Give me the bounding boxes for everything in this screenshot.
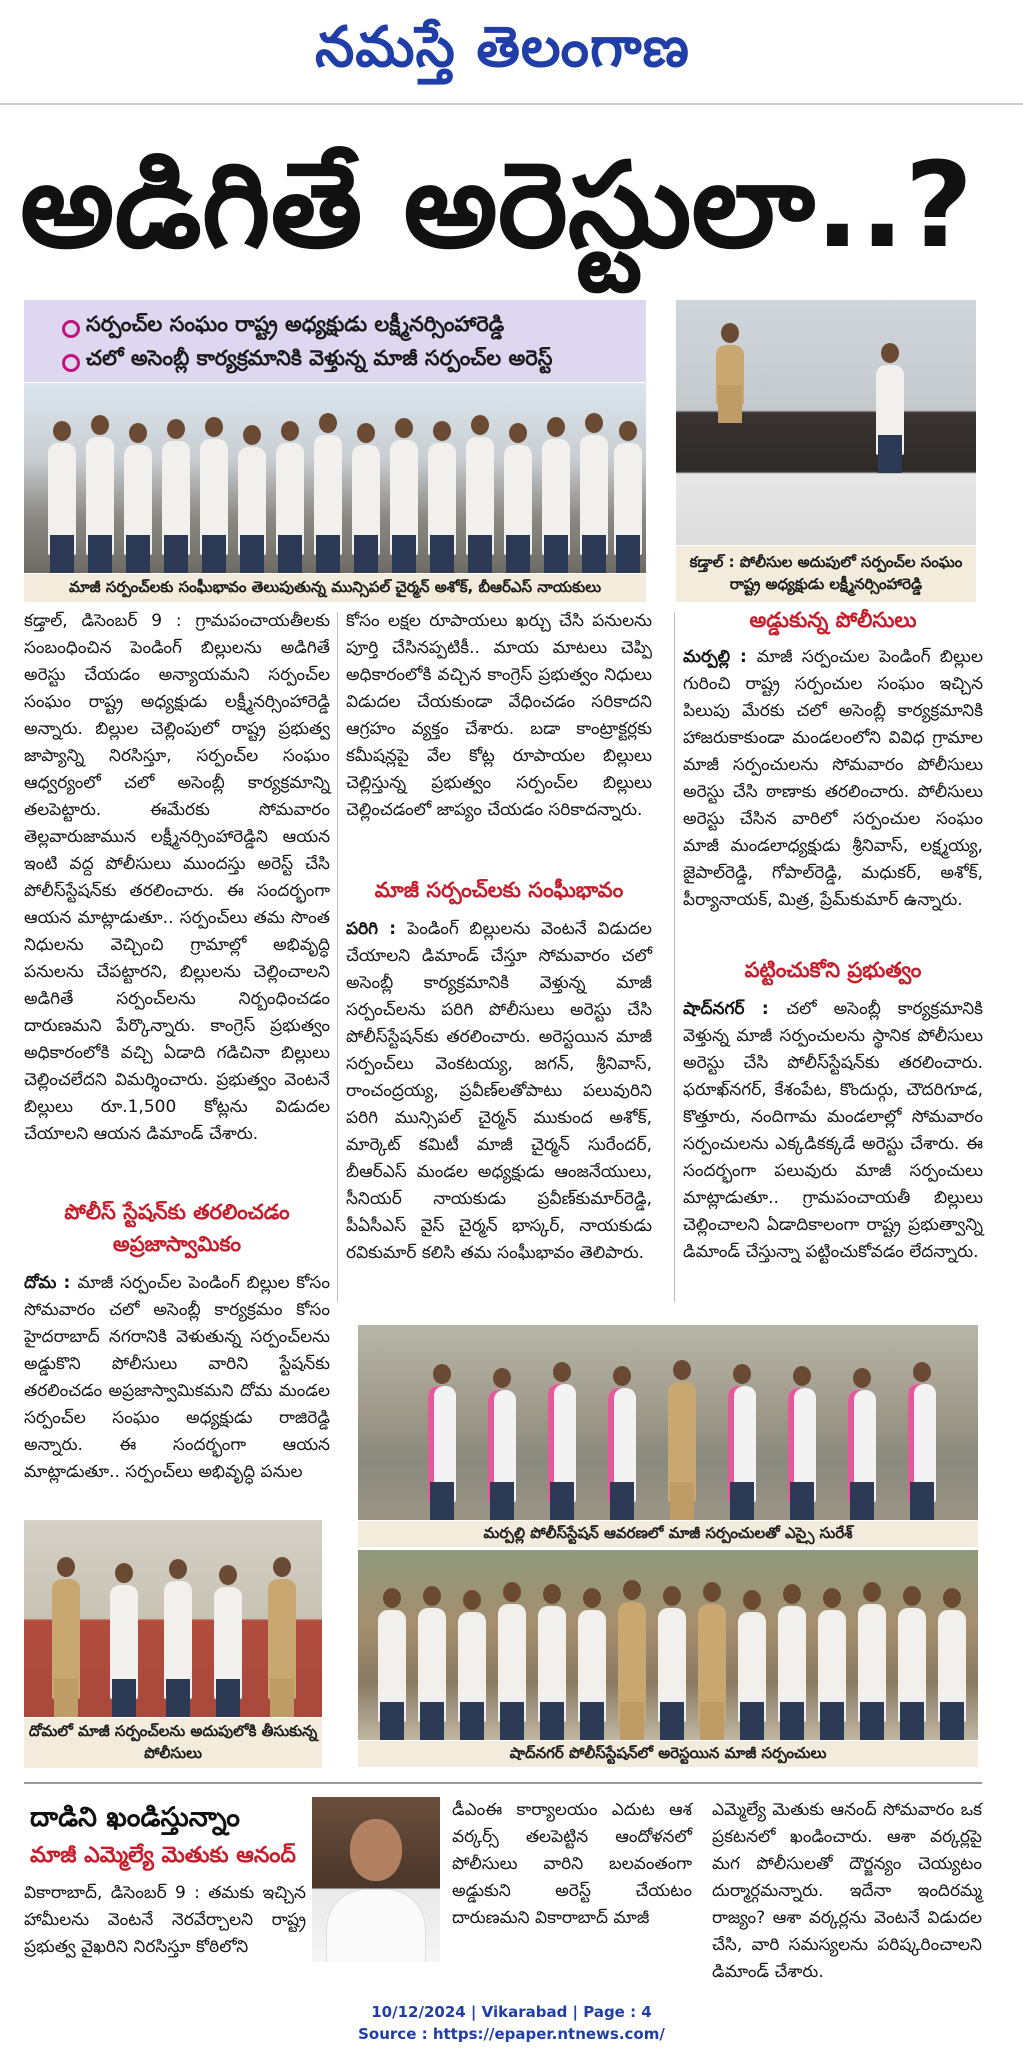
col3-para2-text: చలో అసెంబ్లీ కార్యక్రమానికి వెళ్తున్న మాజీ సర్పంచులను స్థానిక పోలీసులు అరెస్టు చేసి పోలీస్‌స్టేషన్‌కు తరలించారు. ఫరూఖ్‌నగర్, కేశంపేట, కొందుర్గు, చౌదరిగూడ, కొత్తూరు, నందిగామ మండలాల్లో సోమవారం సర్పంచులను ఎక్కడికక్కడే అరెస్టు చేశారు. ఈ సందర్భంగా పలువురు మాజీ సర్పంచులు మాట్లాడుతూ.. గ్రామపంచాయతీ బిల్లులు చెల్లించాలని ఏడాదికాలంగా రాష్ట్ర ప్రభుత్వాన్ని డిమాండ్ చేస్తున్నా పట్టించుకోవడం లేదన్నారు. <box>683 999 983 1262</box>
col1-para2-text: మాజీ సర్పంచ్‌ల పెండింగ్ బిల్లుల కోసం సోమవారం చలో అసెంబ్లీ కార్యక్రమం కోసం హైదరాబాద్ నగరానికి వెళుతున్న సర్పంచ్‌లను అడ్డుకొని పోలీసులు వారిని స్టేషన్‌కు తరలించడం అప్రజాస్వామికమని దోమ మండల సర్పంచ్‌ల సంఘం అధ్యక్షుడు రాజిరెడ్డి అన్నారు. ఈ సందర్భంగా ఆయన మాట్లాడుతూ.. సర్పంచ్‌లు అభివృద్ధి పనుల <box>24 1273 330 1482</box>
footer-source: Source : https://epaper.ntnews.com/ <box>358 2025 665 2043</box>
anand-portrait <box>312 1797 440 1962</box>
police-office-caption: కడ్తాల్ : పోలీసుల అదుపులో సర్పంచ్‌ల సంఘం రాష్ట్ర అధ్యక్షుడు లక్ష్మీనర్సింహారెడ్డి <box>676 546 976 602</box>
masthead <box>0 0 1023 95</box>
bottom-separator <box>24 1782 982 1784</box>
col3-paragraph-1 <box>683 644 983 914</box>
masthead-rule <box>0 103 1023 105</box>
shadnagar-caption: షాద్‌నగర్ పోలీస్‌స్టేషన్‌లో అరెస్టయిన మాజీ సర్పంచులు <box>358 1741 978 1767</box>
col3-dateline-1: మర్పల్లి : <box>683 647 757 667</box>
police-office-photo <box>676 300 976 545</box>
subhead-1: సర్పంచ్‌ల సంఘం రాష్ట్ర అధ్యక్షుడు లక్ష్మీనర్సింహారెడ్డి <box>86 312 504 342</box>
main-group-photo <box>24 383 646 573</box>
col3-para1-text: మాజీ సర్పంచుల పెండింగ్ బిల్లుల గురించి రాష్ట్ర సర్పంచుల సంఘం ఇచ్చిన పిలుపు మేరకు చలో అసెంబ్లీ కార్యక్రమానికి హాజరుకాకుండా మండలంలోని వివిధ గ్రామాల మాజీ సర్పంచులను సోమవారం పోలీసులు అరెస్టు చేసి ఠాణాకు తరలించారు. పోలీసులు అరెస్టు చేసిన వారిలో సర్పంచుల సంఘం మాజీ మండలాధ్యక్షుడు శ్రీనివాస్, లక్ష్మయ్య, జైపాల్‌రెడ్డి, గోపాల్‌రెడ్డి, మధుకర్, అశోక్, పీర్యానాయక్, మిత్ర, ప్రేమ్‌కుమార్ ఉన్నారు. <box>683 647 983 910</box>
col1-section-head-a: పోలీస్ స్టేషన్‌కు తరలించడం <box>64 1200 290 1224</box>
bottom-col-3: ఎమ్మెల్యే మెతుకు ఆనంద్ సోమవారం ఒక ప్రకటనలో ఖండించారు. ఆశా వర్కర్లపై మగ పోలీసులతో దౌర్జన్యం చెయ్యటం దుర్మార్గమన్నారు. ఇదేనా ఇందిరమ్మ రాజ్యం? ఆశా వర్కర్లను వెంటనే విడుదల చేసి, వారి సమస్యలను పరిష్కరించాలని డిమాండ్ చేశారు. <box>712 1800 982 1982</box>
newspaper-logo: నమస్తే తెలంగాణ <box>315 14 690 80</box>
col1-section-head-b: అప్రజాస్వామికం <box>112 1232 242 1256</box>
col2-paragraph-2 <box>346 916 652 1267</box>
col3-section-head-1: అడ్డుకున్న పోలీసులు <box>749 608 917 632</box>
col2-dateline: పరిగి : <box>346 919 408 939</box>
column-divider-1 <box>337 612 338 1302</box>
marpalli-caption: మర్పల్లి పోలీస్‌స్టేషన్ ఆవరణలో మాజీ సర్పంచులతో ఎస్సై సురేశ్ <box>358 1521 978 1547</box>
col3-paragraph-2 <box>683 996 983 1266</box>
footer-dateline: 10/12/2024 | Vikarabad | Page : 4 <box>371 2003 652 2021</box>
col2-para2-text: పెండింగ్ బిల్లులను వెంటనే విడుదల చేయాలని డిమాండ్ చేస్తూ సోమవారం చలో అసెంబ్లీ కార్యక్రమానికి వెళ్తున్న మాజీ సర్పంచ్‌లను పరిగి పోలీసులు అరెస్టు చేసి పోలీస్‌స్టేషన్‌కు తరలించారు. అరెస్టయిన మాజీ సర్పంచ్‌లు వెంకటయ్య, జగన్, శ్రీనివాస్, రాంచంద్రయ్య, ప్రవీణ్‌లతోపాటు పలువురిని పరిగి మున్సిపల్ చైర్మన్ ముకుంద అశోక్, మార్కెట్ కమిటీ మాజీ చైర్మన్ సురేందర్, బీఆర్‌ఎస్ మండల అధ్యక్షుడు ఆంజనేయులు, సీనియర్ నాయకుడు ప్రవీణ్‌కుమార్‌రెడ్డి, పీఏసీఎస్ వైస్ చైర్మన్ భాస్కర్, నాయకుడు రవికుమార్ కలిసి తమ సంఘీభావం తెలిపారు. <box>346 919 652 1263</box>
headline: అడిగితే అరెస్టులా..? <box>20 136 974 274</box>
main-photo-caption: మాజీ సర్పంచ్‌లకు సంఘీభావం తెలుపుతున్న మున్సిపల్ చైర్మన్ అశోక్, బీఆర్‌ఎస్ నాయకులు <box>24 574 646 602</box>
bottom-col-1: వికారాబాద్, డిసెంబర్ 9 : తమకు ఇచ్చిన హామీలను వెంటనే నెరవేర్చాలని రాష్ట్ర ప్రభుత్వ వైఖరిని నిరసిస్తూ కోఠిలోని <box>24 1883 306 1957</box>
shadnagar-photo <box>358 1550 978 1740</box>
col3-section-head-2: పట్టించుకోని ప్రభుత్వం <box>744 958 922 982</box>
doma-photo <box>24 1520 322 1717</box>
column-divider-2 <box>674 612 675 1302</box>
subhead-2: చలో అసెంబ్లీ కార్యక్రమానికి వెళ్తున్న మాజీ సర్పంచ్‌ల అరెస్ట్ <box>86 346 553 376</box>
col1-dateline: దోమ : <box>24 1273 78 1293</box>
doma-caption: దోమలో మాజీ సర్పంచ్‌లను అదుపులోకి తీసుకున్న పోలీసులు <box>24 1718 322 1768</box>
col2-section-head: మాజీ సర్పంచ్‌లకు సంఘీభావం <box>374 878 624 902</box>
marpalli-photo <box>358 1325 978 1520</box>
bottom-headline: దాడిని ఖండిస్తున్నాం <box>30 1802 240 1833</box>
col1-paragraph-2 <box>24 1270 330 1486</box>
col2-paragraph-1: కోసం లక్షల రూపాయలు ఖర్చు చేసి పనులను పూర్తి చేసినప్పటికీ.. మాయ మాటలు చెప్పి అధికారంలోకి వచ్చిన కాంగ్రెస్ ప్రభుత్వం నిధులు విడుదల చేయకుండా వేధించడం సరికాదని ఆగ్రహం వ్యక్తం చేశారు. బడా కాంట్రాక్టర్లకు కమీషన్లపై వేల కోట్ల రూపాయల బిల్లులు చెల్లిస్తున్న ప్రభుత్వం సర్పంచ్‌ల బిల్లులు చెల్లించడంలో జాప్యం చేయడం సరికాదన్నారు. <box>346 611 652 820</box>
bottom-subhead: మాజీ ఎమ్మెల్యే మెతుకు ఆనంద్ <box>30 1843 296 1868</box>
col3-dateline-2: షాద్‌నగర్ : <box>683 999 787 1019</box>
bottom-col-2: డీఎంఈ కార్యాలయం ఎదుట ఆశ వర్కర్స్ తలపెట్టిన ఆందోళనలో పోలీసులు వారిని బలవంతంగా అడ్డుకుని అరెస్ట్ చేయటం దారుణమని వికారాబాద్ మాజీ <box>452 1800 692 1928</box>
col1-paragraph-1: కడ్తాల్, డిసెంబర్ 9 : గ్రామపంచాయతీలకు సంబంధించిన పెండింగ్ బిల్లులను అడిగితే అరెస్టు చేయడం అన్యాయమని సర్పంచ్‌ల సంఘం రాష్ట్ర అధ్యక్షుడు లక్ష్మీనర్సింహారెడ్డి అన్నారు. బిల్లుల చెల్లింపులో రాష్ట్ర ప్రభుత్వ జాప్యాన్ని నిరసిస్తూ, సర్పంచ్‌ల సంఘం ఆధ్వర్యంలో చలో అసెంబ్లీ కార్యక్రమాన్ని తలపెట్టారు. ఈమేరకు సోమవారం తెల్లవారుజామున లక్ష్మీనర్సింహారెడ్డిని ఆయన ఇంటి వద్ద పోలీసులు ముందస్తు అరెస్ట్ చేసి పోలీస్‌స్టేషన్‌కు తరలించారు. ఈ సందర్భంగా ఆయన మాట్లాడుతూ.. సర్పంచ్‌లు తమ సొంత నిధులను వెచ్చించి గ్రామాల్లో అభివృద్ధి పనులను చేపట్టారని, బిల్లులను చెల్లించాలని అడిగితే సర్పంచ్‌లను నిర్బంధించడం దారుణమని పేర్కొన్నారు. కాంగ్రెస్ ప్రభుత్వం అధికారంలోకి వచ్చి ఏడాది గడిచినా బిల్లులు చెల్లించలేదని విమర్శించారు. ప్రభుత్వం వెంటనే బిల్లులు రూ.1,500 కోట్లను విడుదల చేయాలని ఆయన డిమాండ్ చేశారు. <box>24 611 330 1144</box>
subheads-box <box>24 300 646 382</box>
